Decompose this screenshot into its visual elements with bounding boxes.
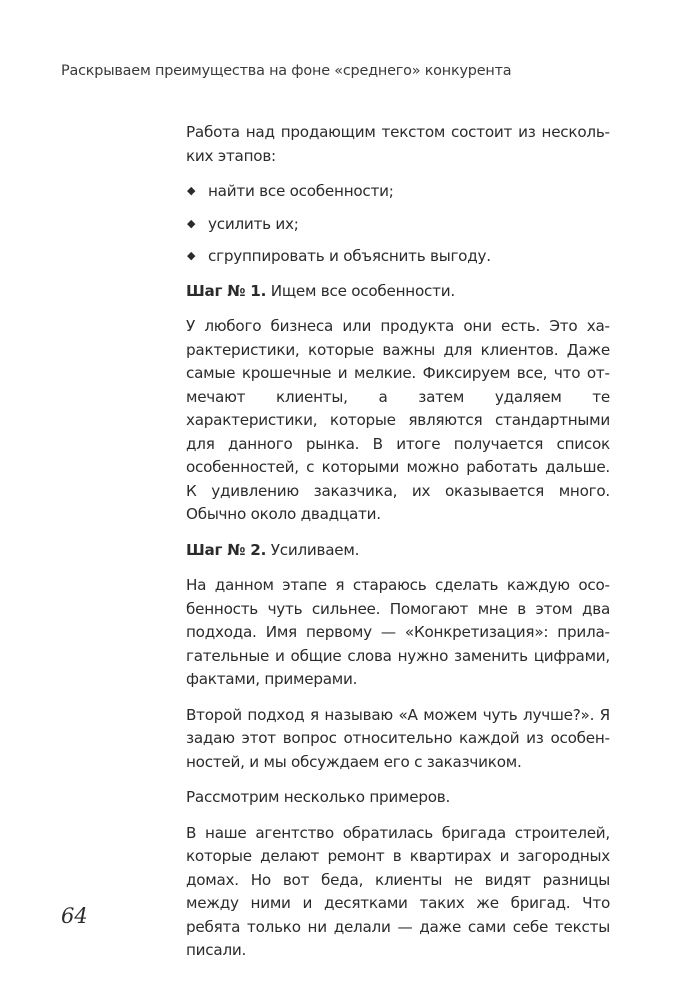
step-1-text: Ищем все особенности. [266,281,455,300]
diamond-bullet-icon: ◆ [187,249,196,262]
diamond-bullet-icon: ◆ [187,216,196,230]
diamond-bullet-icon: ◆ [187,184,196,197]
page-number: 64 [61,904,88,928]
paragraph-second-approach: Второй подход я называю «А можем чуть лучше?». Я задаю этот вопрос относительно каждой из особенностей, и мы обсуждаем его с заказчиком. [186,705,610,771]
step-2-label: Шаг № 2. [186,540,267,559]
running-header: Раскрываем преимущества на фоне «среднего» конкурента [61,63,512,79]
step-2-heading [186,539,610,563]
step-1-heading [186,280,610,304]
list-item [186,180,610,204]
step-2-text: Усиливаем. [266,540,360,559]
list-item-text: найти все особенности; [208,182,394,200]
steps-list [186,180,610,269]
list-item [186,213,610,237]
paragraph-strengthen: На данном этапе я стараюсь сделать каждую особенность чуть сильнее. Помогают мне в этом два подхода. Имя первому — «Конкретизация»: прилагательные и общие слова нужно заменить цифрами, фактами, примерами. [186,576,610,688]
page-body [186,121,610,975]
paragraph-examples-intro: Рассмотрим несколько примеров. [186,788,451,806]
intro-paragraph: Работа над продающим текстом состоит из нескольких этапов: [186,123,610,165]
list-item-text: сгруппировать и объяснить выгоду. [208,247,491,265]
step-1-label: Шаг № 1. [186,281,267,300]
list-item-text: усилить их; [208,214,299,233]
list-item [186,245,610,269]
paragraph-features: У любого бизнеса или продукта они есть. Это характеристики, которые важны для клиентов. Даже самые крошечные и мелкие. Фиксируем все, что отмечают клиенты, а затем удаляем те характеристики, которые являются стандартными для данного рынка. В итоге получается список особенностей, с которыми можно работать дальше. К удивлению заказчика, их оказывается много. Обычно около двадцати. [186,317,610,523]
paragraph-builders-example: В наше агентство обратилась бригада строителей, которые делают ремонт в квартирах и загородных домах. Но вот беда, клиенты не видят разницы между ними и десятками таких же бригад. Что ребята только ни делали — даже сами себе тексты писали. [186,823,610,959]
